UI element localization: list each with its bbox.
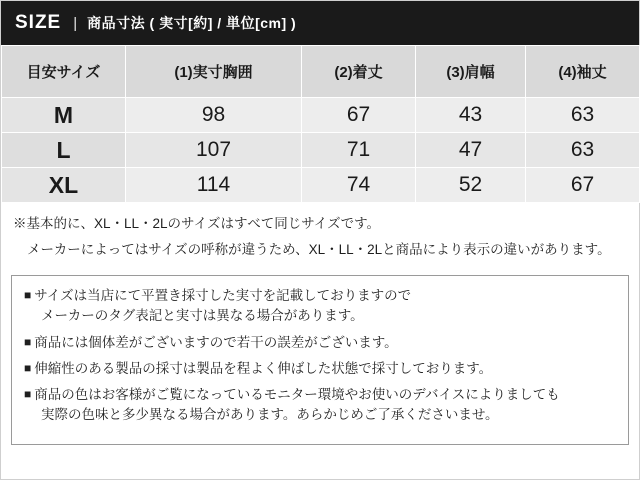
disclaimer-item <box>24 333 616 353</box>
disclaimer-text: 商品の色はお客様がご覧になっているモニター環境やお使いのデバイスによりましても <box>34 387 560 403</box>
cell-shoulder: 47 <box>416 133 526 168</box>
square-bullet-icon: ■ <box>24 387 32 402</box>
column-header-length: (2)着丈 <box>302 46 416 98</box>
square-bullet-icon: ■ <box>24 360 32 375</box>
table-row <box>2 133 640 168</box>
disclaimer-line <box>24 286 616 306</box>
cell-chest: 98 <box>126 98 302 133</box>
header-subtitle: 商品寸法 ( 実寸[約] / 単位[cm] ) <box>87 15 297 31</box>
column-header-sleeve: (4)袖丈 <box>526 46 640 98</box>
disclaimer-line <box>24 333 616 353</box>
header-separator: | <box>73 14 78 32</box>
disclaimer-text: サイズは当店にて平置き採寸した実寸を記載しておりますので <box>34 288 412 304</box>
size-notes <box>1 203 639 269</box>
note-line-2: メーカーによってはサイズの呼称が違うため、XL・LL・2Lと商品により表示の違いがあります。 <box>27 241 611 257</box>
disclaimer-line: メーカーのタグ表記と実寸は異なる場合があります。 <box>41 308 364 324</box>
note-line-1: ※基本的に、XL・LL・2Lのサイズはすべて同じサイズです。 <box>13 216 381 231</box>
cell-shoulder: 43 <box>416 98 526 133</box>
disclaimer-text: 商品には個体差がございますので若干の誤差がございます。 <box>34 334 398 350</box>
disclaimer-text: 伸縮性のある製品の採寸は製品を程よく伸ばした状態で採寸しております。 <box>34 360 493 376</box>
cell-sleeve: 63 <box>526 133 640 168</box>
table-row <box>2 98 640 133</box>
cell-size: XL <box>2 168 126 203</box>
table-row <box>2 168 640 203</box>
cell-length: 67 <box>302 98 416 133</box>
cell-size: M <box>2 98 126 133</box>
size-table <box>1 45 640 203</box>
cell-sleeve: 67 <box>526 168 640 203</box>
page-title: SIZE <box>15 12 62 33</box>
section-header <box>1 1 639 45</box>
cell-length: 71 <box>302 133 416 168</box>
column-header-shoulder: (3)肩幅 <box>416 46 526 98</box>
disclaimer-item <box>24 286 616 327</box>
table-header-row <box>2 46 640 98</box>
square-bullet-icon: ■ <box>24 334 32 349</box>
disclaimer-box <box>11 275 629 445</box>
cell-shoulder: 52 <box>416 168 526 203</box>
cell-chest: 114 <box>126 168 302 203</box>
disclaimer-line: 実際の色味と多少異なる場合があります。あらかじめご了承くださいませ。 <box>41 407 499 423</box>
cell-sleeve: 63 <box>526 98 640 133</box>
column-header-size: 目安サイズ <box>2 46 126 98</box>
disclaimer-line <box>24 385 616 405</box>
disclaimer-line <box>24 359 616 379</box>
column-header-chest: (1)実寸胸囲 <box>126 46 302 98</box>
cell-chest: 107 <box>126 133 302 168</box>
cell-size: L <box>2 133 126 168</box>
disclaimer-item <box>24 359 616 379</box>
disclaimer-item <box>24 385 616 426</box>
square-bullet-icon: ■ <box>24 288 32 303</box>
cell-length: 74 <box>302 168 416 203</box>
